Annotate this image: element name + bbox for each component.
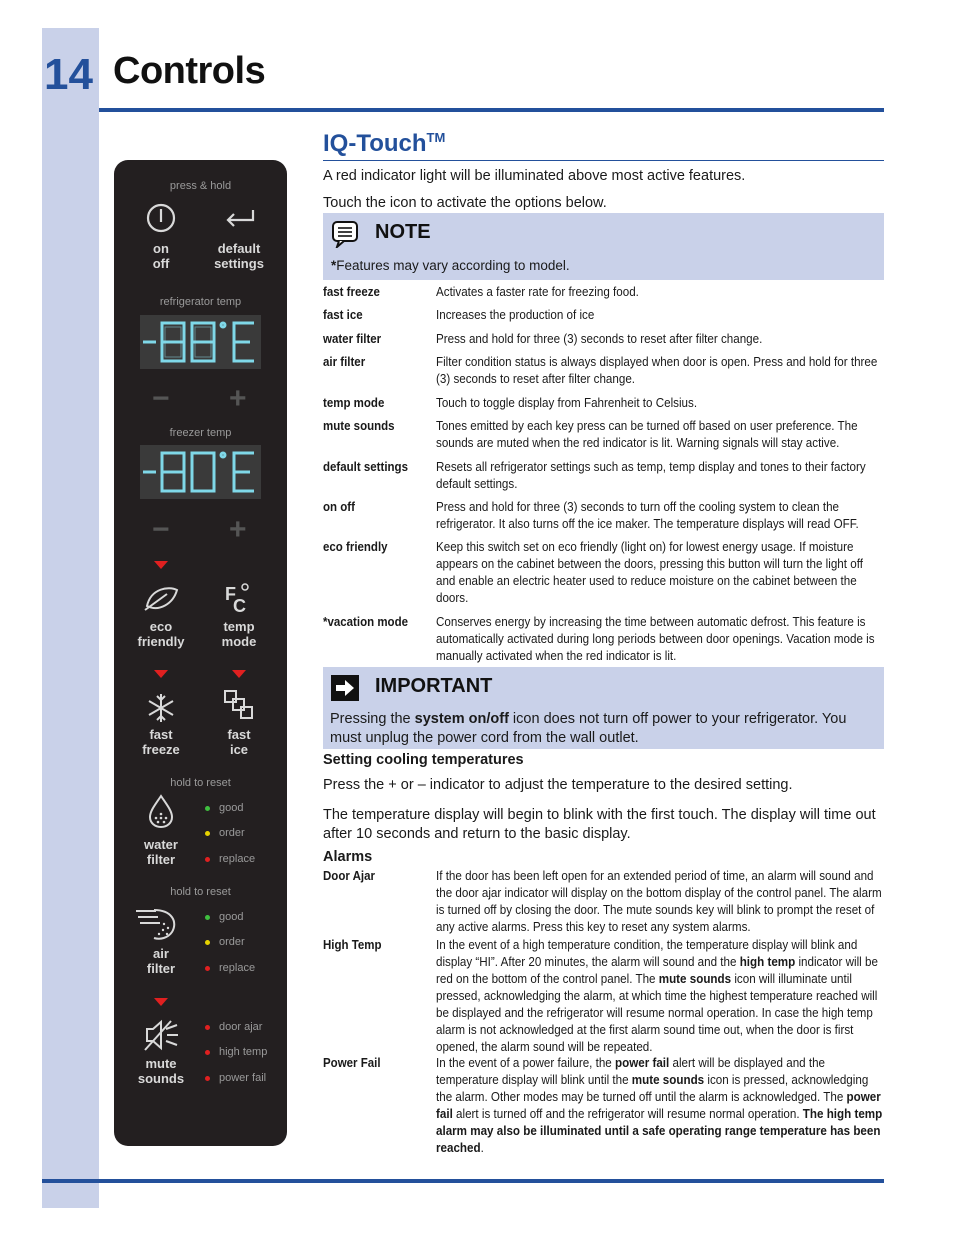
water-replace-indicator-icon [205,857,210,862]
note-title: NOTE [375,221,431,243]
important-title: IMPORTANT [375,675,493,697]
water-good-text: good [219,802,244,814]
air-good-text: good [219,911,244,923]
default-settings-label: default settings [214,241,264,271]
fast-ice-label: fast ice [227,727,251,757]
mute-sounds-label: mute sounds [137,1056,185,1086]
cooling-paragraph-2: The temperature display will begin to blink with the first touch. The display will time out after 10 seconds and return to the basic display. [323,807,876,842]
hold-to-reset-caption: hold to reset [170,777,231,789]
fahrenheit-celsius-icon[interactable] [219,580,259,616]
leaf-icon[interactable] [141,580,181,616]
freezer-temp-display [140,445,261,499]
page-title: Controls [113,50,266,92]
mute-speaker-icon[interactable] [141,1017,181,1053]
refrigerator-temp-caption: refrigerator temp [159,296,242,308]
refrigerator-plus-button[interactable]: + [229,382,247,415]
refrigerator-temp-display [140,315,261,369]
mute-indicator-icon [154,998,168,1006]
eco-friendly-label: eco friendly [137,619,185,649]
svg-text:F: F [225,584,236,604]
temp-mode-label: temp mode [221,619,257,649]
note-box [323,213,884,280]
note-icon [331,220,359,248]
refrigerator-minus-button[interactable]: − [152,382,170,415]
return-arrow-icon[interactable] [219,200,259,236]
arrow-right-icon [331,675,359,701]
high-temp-indicator-icon [205,1050,210,1055]
freezer-temp-caption: freezer temp [169,427,232,439]
fast-freeze-label: fast freeze [142,727,180,757]
water-replace-text: replace [219,853,256,865]
svg-text:C: C [233,596,246,616]
power-fail-text: power fail [219,1072,267,1084]
important-text: Pressing the system on/off icon does not turn off power to your refrigerator. You must unplug the power cord from the wall outlet. [330,711,847,746]
freezer-minus-button[interactable]: − [152,513,170,546]
page-number: 14 [44,50,93,99]
water-filter-label: water filter [144,837,178,867]
power-fail-indicator-icon [205,1076,210,1081]
intro-line-1: A red indicator light will be illuminated above most active features. [323,168,746,184]
air-order-indicator-icon [205,940,210,945]
air-filter-label: air filter [146,946,176,976]
press-hold-caption: press & hold [169,180,232,192]
cooling-paragraph-1: Press the + or – indicator to adjust the temperature to the desired setting. [323,777,793,793]
top-rule [99,108,884,112]
freezer-plus-button[interactable]: + [229,513,247,546]
water-order-text: order [219,827,245,839]
air-order-text: order [219,936,245,948]
bottom-rule [42,1179,884,1183]
air-replace-indicator-icon [205,966,210,971]
intro-line-2: Touch the icon to activate the options below. [323,195,607,211]
air-good-indicator-icon [205,915,210,920]
side-strip [42,28,99,1208]
on-off-label: on off [152,241,170,271]
cooling-title: Setting cooling temperatures [323,752,524,768]
note-text: *Features may vary according to model. [331,258,570,273]
control-panel [114,160,287,1146]
fast-freeze-indicator-icon [154,670,168,678]
air-replace-text: replace [219,962,256,974]
section-rule [323,160,884,161]
alarms-title: Alarms [323,849,373,865]
important-box [323,667,884,749]
water-drop-icon[interactable] [141,793,181,829]
fast-ice-indicator-icon [232,670,246,678]
high-temp-text: high temp [219,1046,268,1058]
hold-to-reset-caption-2: hold to reset [170,886,231,898]
ice-cubes-icon[interactable] [219,688,259,724]
snowflake-icon[interactable] [141,690,181,726]
door-ajar-text: door ajar [219,1021,263,1033]
eco-indicator-icon [154,561,168,569]
water-order-indicator-icon [205,831,210,836]
power-icon[interactable] [141,200,181,236]
air-filter-icon[interactable] [134,906,182,942]
water-good-indicator-icon [205,806,210,811]
door-ajar-indicator-icon [205,1025,210,1030]
section-title: IQ-Touch™ [323,130,446,157]
